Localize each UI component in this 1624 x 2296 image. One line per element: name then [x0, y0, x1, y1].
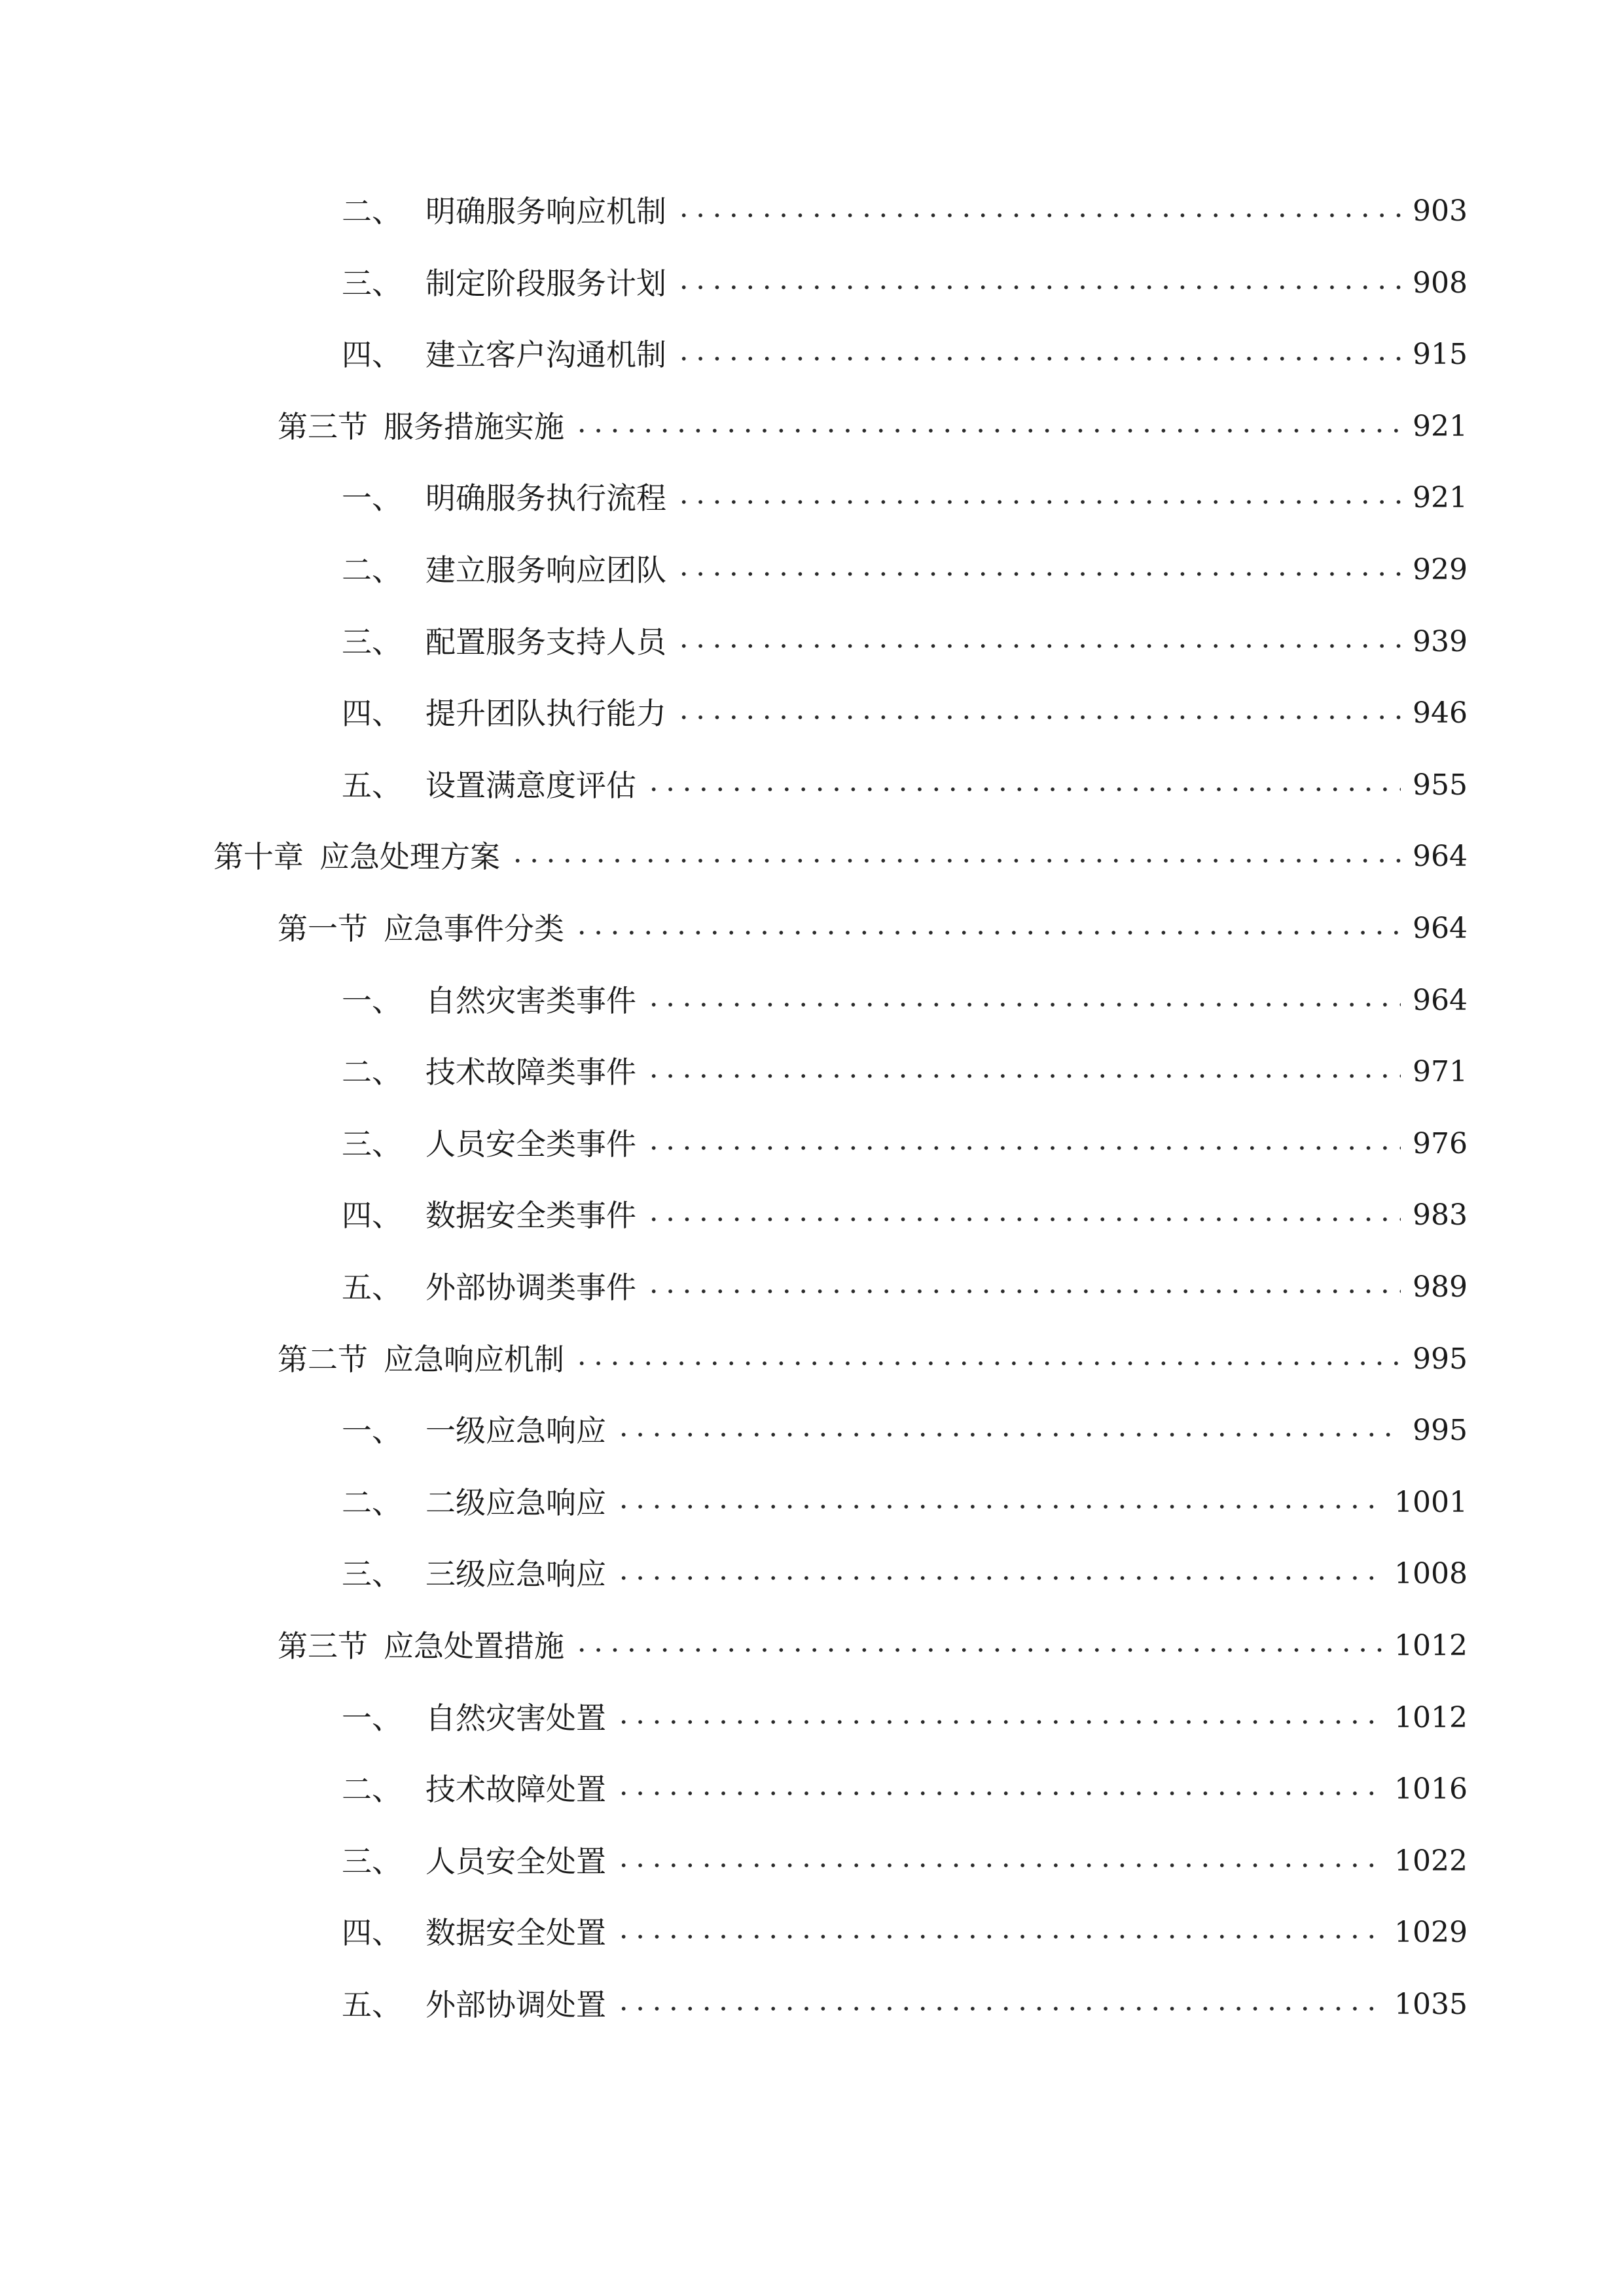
toc-entry[interactable] — [342, 1480, 1468, 1526]
dot-leader — [615, 1572, 1382, 1584]
toc-entry-title: 服务措施实施 — [384, 409, 564, 444]
toc-entry[interactable] — [278, 1336, 1468, 1382]
toc-entry[interactable] — [342, 332, 1468, 378]
toc-entry-marker: 三、 — [342, 266, 402, 301]
toc-entry-title: 建立服务响应团队 — [425, 552, 666, 588]
toc-entry-page-number: 1035 — [1394, 1988, 1468, 2021]
toc-entry-page-number: 915 — [1413, 338, 1468, 371]
toc-entry-title: 应急处理方案 — [319, 839, 500, 874]
toc-entry-title: 提升团队执行能力 — [425, 696, 666, 731]
toc-entry-page-number: 1022 — [1394, 1844, 1468, 1878]
toc-entry[interactable] — [342, 1049, 1468, 1095]
toc-entry[interactable] — [342, 1910, 1468, 1956]
dot-leader — [676, 353, 1401, 365]
toc-entry-title: 应急处置措施 — [384, 1628, 564, 1664]
toc-entry-title: 自然灾害类事件 — [425, 983, 636, 1018]
dot-leader — [615, 2003, 1382, 2015]
toc-entry-page-number: 983 — [1413, 1198, 1468, 1232]
toc-entry-page-number: 939 — [1413, 625, 1468, 658]
toc-entry-marker: 五、 — [342, 1270, 402, 1305]
toc-entry-marker: 一、 — [342, 1413, 402, 1448]
toc-entry[interactable] — [342, 1121, 1468, 1167]
toc-entry-title: 设置满意度评估 — [425, 768, 636, 803]
toc-entry-page-number: 1008 — [1394, 1557, 1468, 1590]
dot-leader — [573, 425, 1401, 437]
toc-entry-page-number: 908 — [1413, 266, 1468, 300]
toc-entry-page-number: 1016 — [1394, 1772, 1468, 1806]
toc-entry-page-number: 903 — [1413, 194, 1468, 228]
toc-entry-marker: 四、 — [342, 337, 402, 372]
toc-entry-page-number: 971 — [1413, 1055, 1468, 1088]
dot-leader — [615, 1859, 1382, 1871]
toc-entry[interactable] — [342, 1767, 1468, 1812]
toc-entry[interactable] — [342, 188, 1468, 234]
dot-leader — [645, 999, 1401, 1011]
toc-entry-marker: 四、 — [342, 1915, 402, 1950]
toc-entry-marker: 三、 — [342, 1556, 402, 1592]
dot-leader — [615, 1931, 1382, 1943]
toc-entry[interactable] — [342, 1982, 1468, 2028]
toc-entry-title: 技术故障类事件 — [425, 1054, 636, 1090]
toc-entry-title: 二级应急响应 — [425, 1485, 606, 1520]
toc-entry[interactable] — [213, 834, 1468, 880]
dot-leader — [676, 640, 1401, 652]
dot-leader — [645, 1070, 1401, 1082]
toc-entry[interactable] — [342, 1551, 1468, 1597]
toc-entry-marker: 第三节 — [278, 409, 368, 444]
dot-leader — [645, 1213, 1401, 1225]
toc-entry-title: 制定阶段服务计划 — [425, 266, 666, 301]
toc-entry-page-number: 964 — [1413, 840, 1468, 873]
toc-entry-marker: 四、 — [342, 1198, 402, 1233]
toc-entry-marker: 五、 — [342, 1987, 402, 2022]
toc-entry-marker: 三、 — [342, 624, 402, 660]
toc-entry-title: 人员安全类事件 — [425, 1126, 636, 1162]
toc-entry-page-number: 995 — [1413, 1414, 1468, 1447]
toc-entry-title: 应急响应机制 — [384, 1342, 564, 1377]
toc-entry-marker: 二、 — [342, 1485, 402, 1520]
toc-entry[interactable] — [342, 260, 1468, 306]
toc-entry[interactable] — [342, 1695, 1468, 1741]
dot-leader — [573, 927, 1401, 939]
dot-leader — [645, 1285, 1401, 1297]
toc-entry-page-number: 921 — [1413, 481, 1468, 514]
toc-entry[interactable] — [278, 1623, 1468, 1669]
toc-entry-page-number: 1012 — [1394, 1701, 1468, 1734]
toc-entry-page-number: 995 — [1413, 1342, 1468, 1376]
toc-entry-marker: 二、 — [342, 1054, 402, 1090]
dot-leader — [509, 855, 1401, 867]
toc-entry-marker: 二、 — [342, 552, 402, 588]
toc-entry[interactable] — [342, 978, 1468, 1024]
dot-leader — [615, 1429, 1401, 1441]
toc-entry-page-number: 989 — [1413, 1270, 1468, 1304]
toc-entry-page-number: 964 — [1413, 912, 1468, 945]
dot-leader — [676, 711, 1401, 723]
toc-entry-title: 明确服务响应机制 — [425, 194, 666, 229]
toc-entry-title: 一级应急响应 — [425, 1413, 606, 1448]
toc-entry-marker: 一、 — [342, 480, 402, 516]
toc-entry-page-number: 964 — [1413, 984, 1468, 1017]
toc-entry[interactable] — [342, 1193, 1468, 1238]
toc-entry[interactable] — [342, 619, 1468, 665]
toc-entry-title: 应急事件分类 — [384, 911, 564, 946]
toc-entry-title: 外部协调类事件 — [425, 1270, 636, 1305]
toc-entry-marker: 三、 — [342, 1126, 402, 1162]
toc-entry[interactable] — [342, 1265, 1468, 1310]
toc-entry-marker: 四、 — [342, 696, 402, 731]
toc-entry[interactable] — [342, 762, 1468, 808]
toc-entry-title: 外部协调处置 — [425, 1987, 606, 2022]
toc-entry-marker: 三、 — [342, 1844, 402, 1879]
toc-entry-marker: 二、 — [342, 194, 402, 229]
toc-entry-marker: 第三节 — [278, 1628, 368, 1664]
toc-entry-title: 技术故障处置 — [425, 1772, 606, 1807]
toc-entry-page-number: 976 — [1413, 1127, 1468, 1160]
toc-entry[interactable] — [342, 547, 1468, 593]
toc-entry[interactable] — [278, 404, 1468, 450]
dot-leader — [676, 568, 1401, 580]
toc-entry-title: 人员安全处置 — [425, 1844, 606, 1879]
toc-entry-marker: 五、 — [342, 768, 402, 803]
toc-entry-title: 建立客户沟通机制 — [425, 337, 666, 372]
toc-entry[interactable] — [278, 906, 1468, 952]
toc-entry[interactable] — [342, 691, 1468, 736]
dot-leader — [573, 1357, 1401, 1369]
toc-entry-title: 数据安全处置 — [425, 1915, 606, 1950]
toc-entry-title: 自然灾害处置 — [425, 1700, 606, 1736]
toc-entry-title: 三级应急响应 — [425, 1556, 606, 1592]
toc-entry-marker: 第二节 — [278, 1342, 368, 1377]
toc-entry-marker: 一、 — [342, 983, 402, 1018]
dot-leader — [676, 496, 1401, 508]
toc-entry-page-number: 1029 — [1394, 1916, 1468, 1949]
toc-entry-page-number: 1012 — [1394, 1629, 1468, 1662]
toc-entry-page-number: 929 — [1413, 553, 1468, 586]
dot-leader — [676, 209, 1401, 221]
toc-entry-title: 配置服务支持人员 — [425, 624, 666, 660]
toc-entry-marker: 第十章 — [213, 839, 304, 874]
toc-entry-page-number: 946 — [1413, 696, 1468, 730]
toc-entry-marker: 一、 — [342, 1700, 402, 1736]
toc-entry-title: 数据安全类事件 — [425, 1198, 636, 1233]
toc-entry-marker: 第一节 — [278, 911, 368, 946]
toc-entry[interactable] — [342, 475, 1468, 521]
toc-entry[interactable] — [342, 1839, 1468, 1884]
dot-leader — [645, 1142, 1401, 1154]
toc-entry-page-number: 921 — [1413, 410, 1468, 443]
toc-entry-page-number: 955 — [1413, 768, 1468, 802]
dot-leader — [615, 1716, 1382, 1728]
dot-leader — [645, 783, 1401, 795]
dot-leader — [573, 1644, 1382, 1656]
dot-leader — [676, 281, 1401, 293]
toc-entry-marker: 二、 — [342, 1772, 402, 1807]
dot-leader — [615, 1787, 1382, 1799]
dot-leader — [615, 1501, 1382, 1513]
toc-entry-title: 明确服务执行流程 — [425, 480, 666, 516]
toc-entry-page-number: 1001 — [1394, 1486, 1468, 1519]
toc-entry[interactable] — [342, 1408, 1468, 1454]
